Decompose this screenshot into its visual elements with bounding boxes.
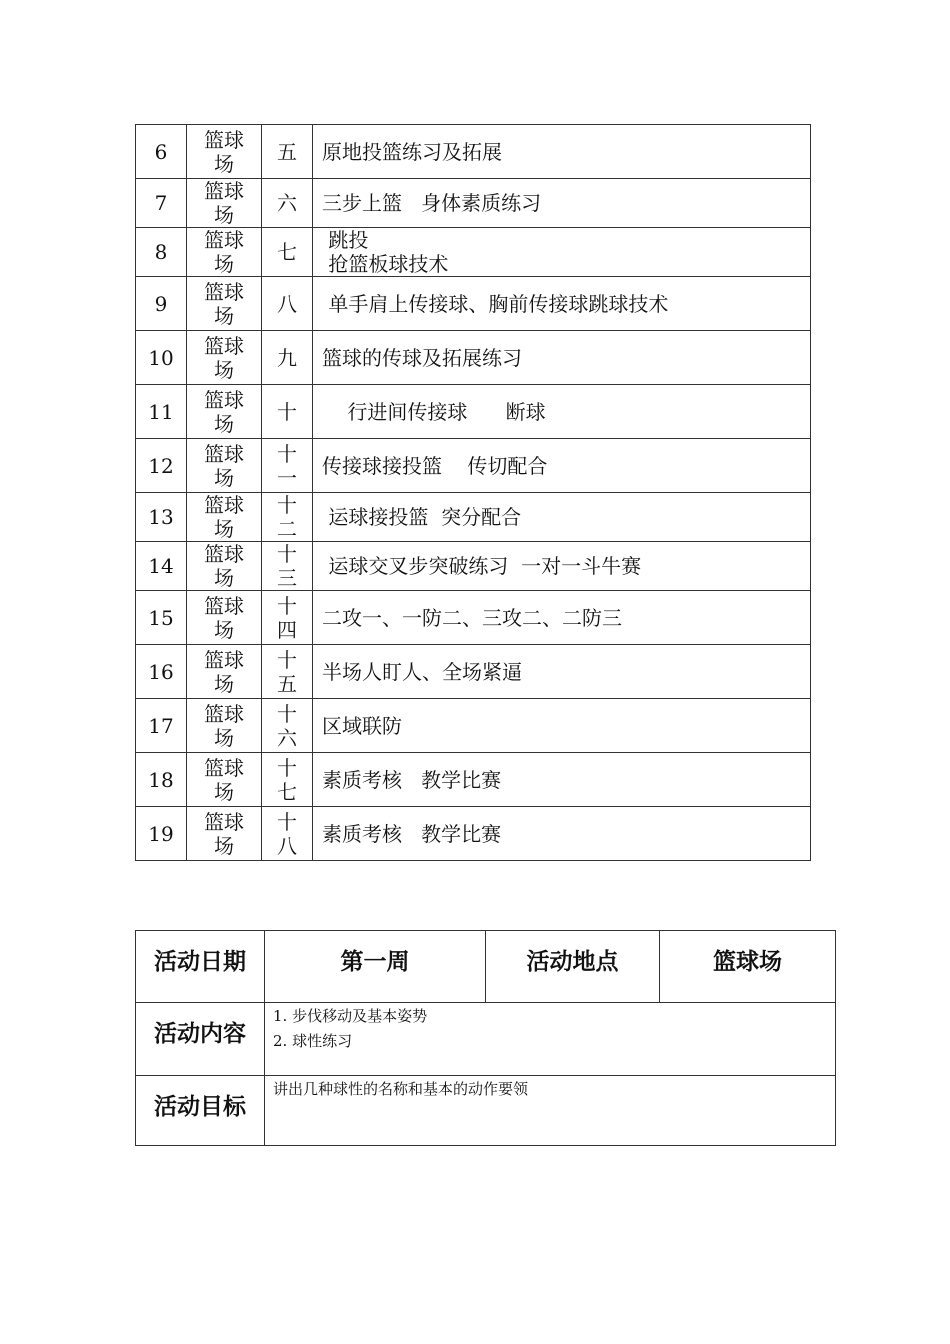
activity-content-label: 活动内容 [136,1003,265,1076]
activity-header-row [136,931,836,1003]
activity-goal-cell [265,1076,836,1146]
venue-cell [187,331,262,385]
activity-content-row [136,1003,836,1076]
lesson-content-line: 半场人盯人、全场紧逼 [322,659,522,684]
week-text: 八 [277,291,297,316]
schedule-row [136,645,811,699]
venue-cell [187,125,262,179]
lesson-content [313,125,811,179]
venue-text: 场 [214,357,234,382]
lesson-content [313,591,811,645]
week-text: 十 [277,701,297,726]
week-cell [262,385,313,439]
activity-place-value: 篮球场 [660,931,836,1003]
venue-text: 篮球 [204,441,244,466]
lesson-content [313,179,811,228]
lesson-content-line: 行进间传接球 断球 [322,399,546,424]
lesson-content [313,228,811,277]
lesson-content-line: 素质考核 教学比赛 [322,767,502,792]
lesson-content [313,439,811,493]
venue-text: 篮球 [204,755,244,780]
venue-text: 篮球 [204,809,244,834]
venue-text: 篮球 [204,228,244,252]
week-text: 三 [277,566,297,590]
activity-date-value: 第一周 [265,931,486,1003]
lesson-number: 12 [136,439,187,493]
venue-cell [187,179,262,228]
activity-content-line-1: 1. 步伐移动及基本姿势 [273,1007,428,1025]
lesson-number: 16 [136,645,187,699]
week-text: 一 [277,465,297,490]
lesson-number: 15 [136,591,187,645]
week-cell [262,699,313,753]
lesson-content-line: 三步上篮 身体素质练习 [322,191,542,215]
lesson-number: 7 [136,179,187,228]
week-text: 四 [277,617,297,642]
venue-text: 篮球 [204,701,244,726]
lesson-number: 9 [136,277,187,331]
lesson-number: 13 [136,493,187,542]
venue-text: 篮球 [204,593,244,618]
lesson-content-line: 运球接投篮 突分配合 [322,505,522,529]
schedule-row [136,753,811,807]
lesson-content [313,645,811,699]
venue-cell [187,753,262,807]
week-text: 十 [277,593,297,618]
activity-content-line-2: 2. 球性练习 [273,1032,353,1050]
week-cell [262,542,313,591]
venue-text: 篮球 [204,493,244,517]
schedule-row [136,439,811,493]
week-cell [262,179,313,228]
venue-cell [187,645,262,699]
week-text: 十 [277,441,297,466]
venue-cell [187,699,262,753]
activity-date-label: 活动日期 [136,931,265,1003]
schedule-row [136,807,811,861]
lesson-content [313,385,811,439]
week-text: 六 [277,725,297,750]
lesson-number: 6 [136,125,187,179]
week-text: 十 [277,647,297,672]
week-text: 七 [277,240,297,264]
schedule-row [136,385,811,439]
week-text: 九 [277,345,297,370]
lesson-content-line: 篮球的传球及拓展练习 [322,345,522,370]
lesson-content [313,807,811,861]
lesson-content-line: 抢篮板球技术 [322,252,449,276]
venue-text: 篮球 [204,333,244,358]
venue-text: 场 [214,517,234,541]
venue-text: 场 [214,465,234,490]
venue-cell [187,591,262,645]
lesson-number: 8 [136,228,187,277]
venue-cell [187,493,262,542]
schedule-row [136,125,811,179]
lesson-content [313,331,811,385]
week-cell [262,807,313,861]
lesson-content [313,699,811,753]
venue-text: 场 [214,566,234,590]
activity-place-label: 活动地点 [486,931,660,1003]
schedule-row [136,331,811,385]
venue-text: 篮球 [204,647,244,672]
venue-cell [187,542,262,591]
venue-text: 场 [214,252,234,276]
lesson-content [313,753,811,807]
lesson-content-line: 跳投 [322,228,369,252]
week-text: 十 [277,542,297,566]
venue-text: 场 [214,779,234,804]
week-text: 七 [277,779,297,804]
schedule-row [136,591,811,645]
week-cell [262,439,313,493]
lesson-content-line: 素质考核 教学比赛 [322,821,502,846]
week-text: 二 [277,517,297,541]
week-cell [262,228,313,277]
activity-goal-row [136,1076,836,1146]
activity-goal-label: 活动目标 [136,1076,265,1146]
lesson-number: 17 [136,699,187,753]
lesson-content [313,542,811,591]
lesson-content-line: 单手肩上传接球、胸前传接球跳球技术 [322,291,669,316]
week-text: 十 [277,399,297,424]
schedule-row [136,179,811,228]
week-cell [262,753,313,807]
lesson-number: 10 [136,331,187,385]
lesson-content [313,277,811,331]
venue-cell [187,807,262,861]
schedule-row [136,493,811,542]
week-cell [262,591,313,645]
venue-text: 篮球 [204,542,244,566]
week-text: 八 [277,833,297,858]
venue-text: 场 [214,725,234,750]
venue-text: 篮球 [204,279,244,304]
week-text: 十 [277,809,297,834]
venue-text: 篮球 [204,127,244,152]
lesson-number: 19 [136,807,187,861]
venue-cell [187,439,262,493]
week-cell [262,331,313,385]
schedule-body [136,125,811,861]
schedule-row [136,542,811,591]
venue-text: 场 [214,833,234,858]
venue-text: 篮球 [204,179,244,203]
lesson-content-line: 区域联防 [322,713,402,738]
venue-cell [187,228,262,277]
week-text: 十 [277,755,297,780]
lesson-content [313,493,811,542]
lesson-content-line: 运球交叉步突破练习 一对一斗牛赛 [322,554,642,578]
activity-content-cell [265,1003,836,1076]
lesson-number: 18 [136,753,187,807]
venue-text: 篮球 [204,387,244,412]
venue-text: 场 [214,617,234,642]
venue-text: 场 [214,671,234,696]
week-cell [262,645,313,699]
lesson-number: 11 [136,385,187,439]
venue-text: 场 [214,203,234,227]
venue-text: 场 [214,303,234,328]
schedule-row [136,228,811,277]
venue-text: 场 [214,411,234,436]
lesson-number: 14 [136,542,187,591]
week-cell [262,493,313,542]
week-cell [262,125,313,179]
week-cell [262,277,313,331]
activity-goal-text: 讲出几种球性的名称和基本的动作要领 [273,1080,529,1098]
lesson-content-line: 传接球接投篮 传切配合 [322,453,548,478]
lesson-content-line: 原地投篮练习及拓展 [322,139,502,164]
venue-text: 场 [214,151,234,176]
activity-table [135,930,836,1146]
lesson-content-line: 二攻一、一防二、三攻二、二防三 [322,605,622,630]
week-text: 五 [277,671,297,696]
week-text: 五 [277,139,297,164]
schedule-row [136,699,811,753]
week-text: 六 [277,191,297,215]
schedule-table [135,124,811,861]
venue-cell [187,277,262,331]
week-text: 十 [277,493,297,517]
schedule-row [136,277,811,331]
venue-cell [187,385,262,439]
